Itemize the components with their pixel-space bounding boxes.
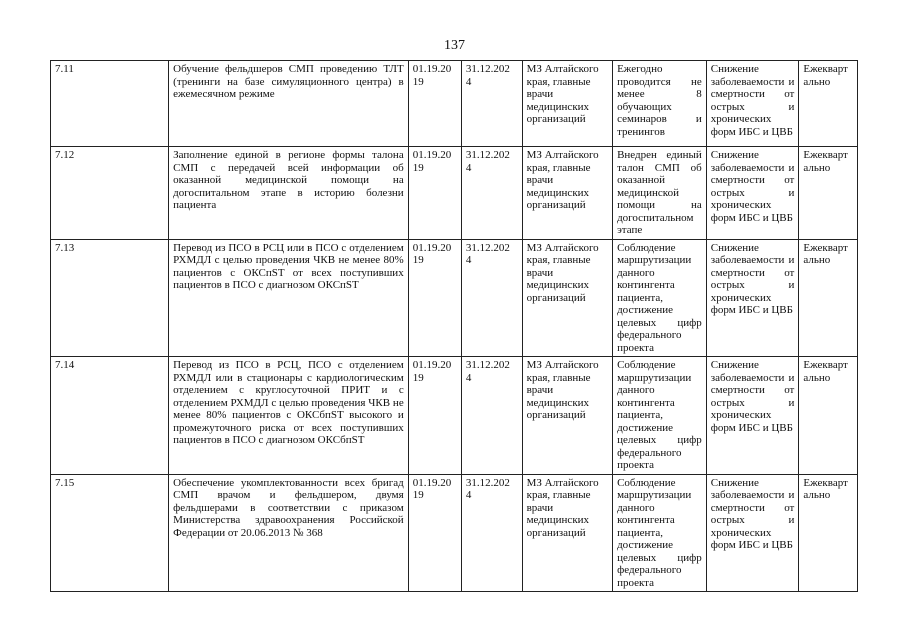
measure-description: Обеспечение укомплектованности всех бригад СМП врачом и фельдшером, двумя фельдшерами в соответствии с приказом Министерства здравоохранения Российской Федерации от 20.06.2013 № 368 (169, 474, 409, 592)
table-row (51, 239, 858, 357)
expected-result: Ежегодно проводится не менее 8 обучающих семинаров и тренингов (613, 61, 707, 147)
measure-description: Обучение фельдшеров СМП проведению ТЛТ (тренинги на базе симуляционного центра) в ежемесячном режиме (169, 61, 409, 147)
row-number: 7.13 (51, 239, 169, 357)
responsible: МЗ Алтайского края, главные врачи медицинских организаций (522, 61, 612, 147)
target-indicator: Снижение заболеваемости и смертности от острых и хронических форм ИБС и ЦВБ (706, 147, 799, 240)
end-date: 31.12.202 4 (461, 61, 522, 147)
responsible: МЗ Алтайского края, главные врачи медицинских организаций (522, 474, 612, 592)
responsible: МЗ Алтайского края, главные врачи медицинских организаций (522, 147, 612, 240)
expected-result: Соблюдение маршрутизации данного контингента пациента, достижение целевых цифр федерального проекта (613, 239, 707, 357)
responsible: МЗ Алтайского края, главные врачи медицинских организаций (522, 357, 612, 475)
responsible: МЗ Алтайского края, главные врачи медицинских организаций (522, 239, 612, 357)
row-number: 7.15 (51, 474, 169, 592)
target-indicator: Снижение заболеваемости и смертности от острых и хронических форм ИБС и ЦВБ (706, 357, 799, 475)
start-date: 01.19.20 19 (408, 61, 461, 147)
measures-table (50, 60, 858, 592)
target-indicator: Снижение заболеваемости и смертности от острых и хронических форм ИБС и ЦВБ (706, 239, 799, 357)
row-number: 7.14 (51, 357, 169, 475)
frequency: Ежекварт ально (799, 239, 858, 357)
table-row (51, 61, 858, 147)
frequency: Ежекварт ально (799, 147, 858, 240)
measure-description: Перевод из ПСО в РСЦ, ПСО с отделением РХМДЛ или в стационары с кардиологическим отделением с круглосуточной ПРИТ и с отделением РХМДЛ с целью проведения ЧКВ не менее 80% пациентов с ОКСбпST высокого и промежуточного риска от всех поступивших пациентов в ПСО с диагнозом ОКСбпST (169, 357, 409, 475)
start-date: 01.19.20 19 (408, 357, 461, 475)
page-number: 137 (444, 38, 465, 53)
row-number: 7.11 (51, 61, 169, 147)
start-date: 01.19.20 19 (408, 239, 461, 357)
start-date: 01.19.20 19 (408, 147, 461, 240)
end-date: 31.12.202 4 (461, 357, 522, 475)
frequency: Ежекварт ально (799, 61, 858, 147)
measure-description: Заполнение единой в регионе формы талона СМП с передачей всей информации об оказанной медицинской помощи на догоспитальном этапе в историю болезни пациента (169, 147, 409, 240)
start-date: 01.19.20 19 (408, 474, 461, 592)
expected-result: Соблюдение маршрутизации данного контингента пациента, достижение целевых цифр федерального проекта (613, 474, 707, 592)
table-row (51, 474, 858, 592)
end-date: 31.12.202 4 (461, 239, 522, 357)
target-indicator: Снижение заболеваемости и смертности от острых и хронических форм ИБС и ЦВБ (706, 61, 799, 147)
frequency: Ежекварт ально (799, 474, 858, 592)
target-indicator: Снижение заболеваемости и смертности от острых и хронических форм ИБС и ЦВБ (706, 474, 799, 592)
table-row (51, 147, 858, 240)
measure-description: Перевод из ПСО в РСЦ или в ПСО с отделением РХМДЛ с целью проведения ЧКВ не менее 80% пациентов с ОКСпST от всех поступивших пациентов в ПСО с диагнозом ОКСпST (169, 239, 409, 357)
end-date: 31.12.202 4 (461, 474, 522, 592)
frequency: Ежекварт ально (799, 357, 858, 475)
row-number: 7.12 (51, 147, 169, 240)
table-row (51, 357, 858, 475)
end-date: 31.12.202 4 (461, 147, 522, 240)
expected-result: Внедрен единый талон СМП об оказанной медицинской помощи на догоспитальном этапе (613, 147, 707, 240)
expected-result: Соблюдение маршрутизации данного контингента пациента, достижение целевых цифр федерального проекта (613, 357, 707, 475)
